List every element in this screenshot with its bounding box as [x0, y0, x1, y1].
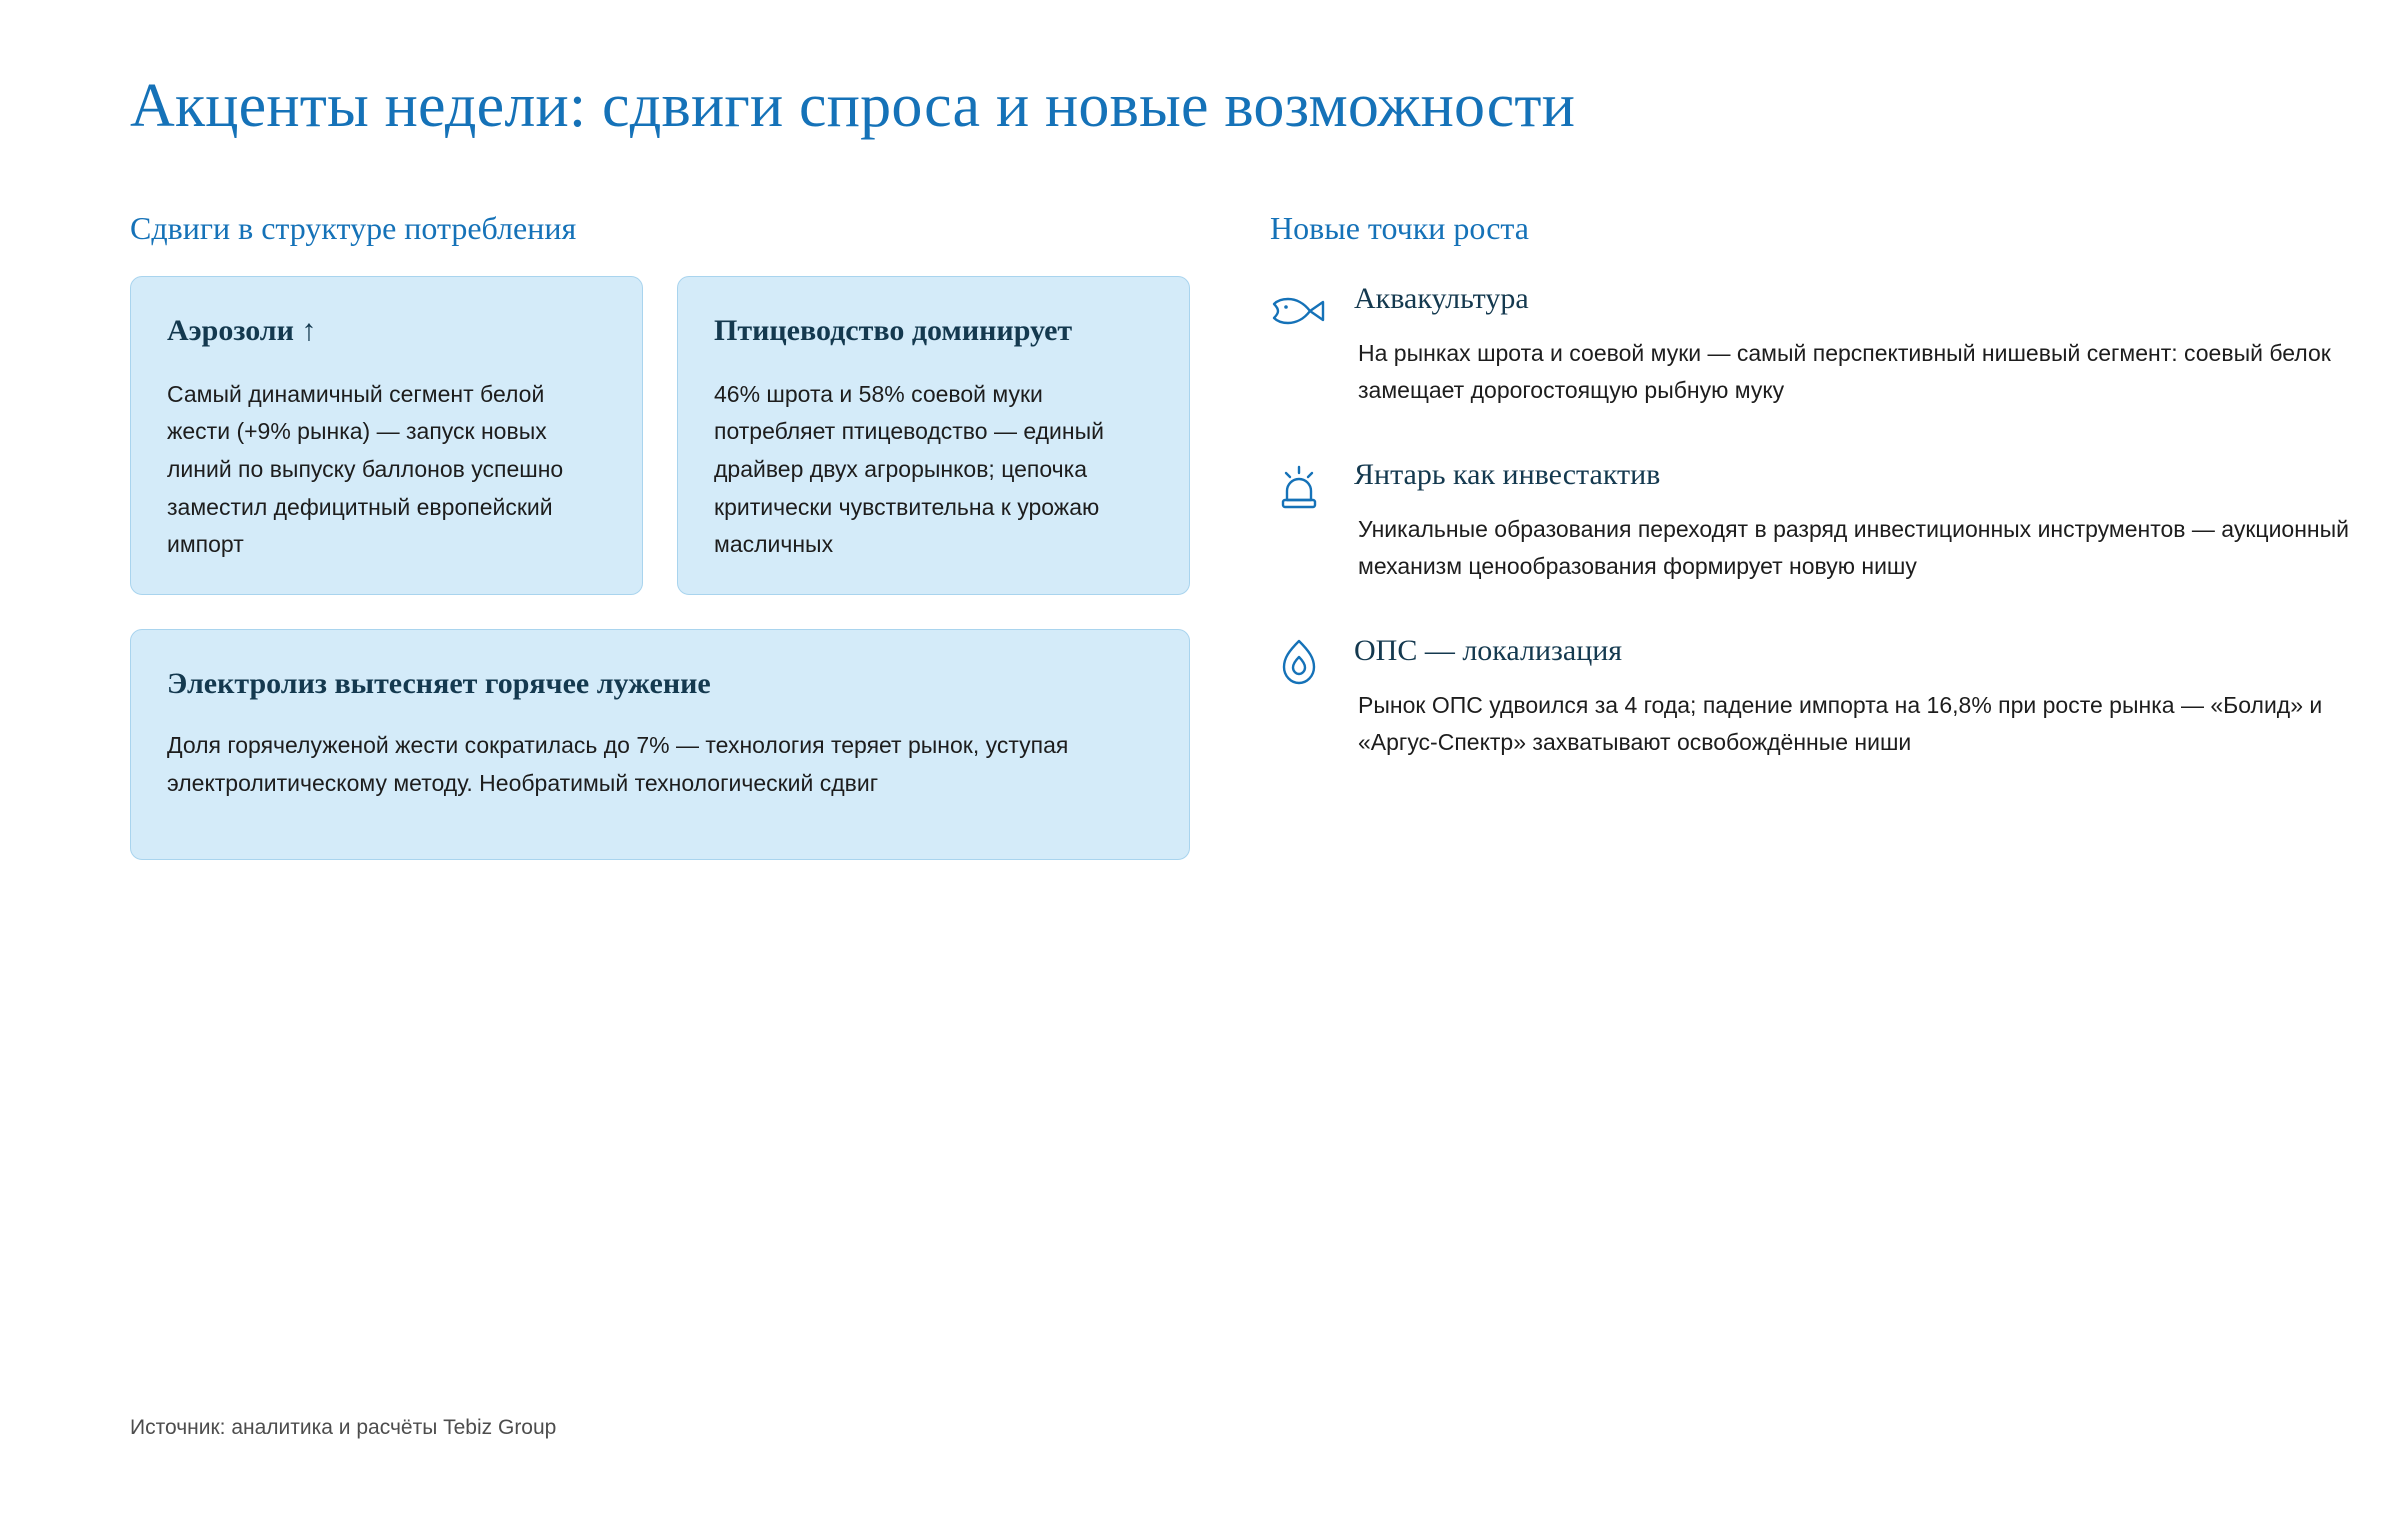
card-text: 46% шрота и 58% соевой муки потребляет птицеводство — единый драйвер двух агрорынков; цепочка критически чувствительна к урожаю масличных — [714, 380, 1104, 558]
content-columns — [130, 209, 2349, 859]
growth-title: Янтарь как инвестактив — [1354, 457, 1661, 491]
left-column-heading: Сдвиги в структуре потребления — [130, 210, 577, 247]
growth-text: На рынках шрота и соевой муки — самый перспективный нишевый сегмент: соевый белок замещает дорогостоящую рыбную муку — [1358, 340, 2331, 404]
growth-text: Уникальные образования переходят в разряд инвестиционных инструментов — аукционный механизм ценообразования формирует новую нишу — [1358, 516, 2349, 580]
source-note: Источник: аналитика и расчёты Tebiz Group — [130, 1416, 557, 1439]
growth-item-amber — [1270, 456, 2350, 586]
card-title: Птицеводство доминирует — [714, 313, 1073, 347]
fish-icon — [1270, 282, 1328, 340]
growth-title: Аквакультура — [1354, 281, 1529, 315]
growth-item-ops — [1270, 632, 2350, 762]
growth-body — [1354, 632, 2350, 762]
growth-title: ОПС — локализация — [1354, 633, 1623, 667]
left-column — [130, 209, 1190, 859]
card-row — [130, 276, 1190, 596]
page-title: Акценты недели: сдвиги спроса и новые возможности — [130, 72, 1576, 140]
right-column-heading: Новые точки роста — [1270, 210, 1529, 247]
alarm-siren-icon — [1270, 458, 1328, 516]
flame-drop-icon — [1270, 634, 1328, 692]
card-electrolysis — [130, 629, 1190, 859]
right-column — [1270, 209, 2350, 761]
card-text: Самый динамичный сегмент белой жести (+9% рынка) — запуск новых линий по выпуску баллонов успешно заместил дефицитный европейский импорт — [167, 380, 564, 558]
card-poultry — [677, 276, 1190, 596]
growth-body — [1354, 280, 2350, 410]
card-aerosols — [130, 276, 643, 596]
growth-body — [1354, 456, 2350, 586]
growth-item-aquaculture — [1270, 280, 2350, 410]
growth-text: Рынок ОПС удвоился за 4 года; падение импорта на 16,8% при росте рынка — «Болид» и «Аргус-Спектр» захватывают освобождённые ниши — [1358, 692, 2323, 756]
card-title: Электролиз вытесняет горячее лужение — [167, 667, 711, 701]
card-title: Аэрозоли ↑ — [167, 313, 317, 347]
card-text: Доля горячелуженой жести сократилась до 7% — технология теряет рынок, уступая электролитическому методу. Необратимый технологический сдвиг — [167, 732, 1069, 796]
